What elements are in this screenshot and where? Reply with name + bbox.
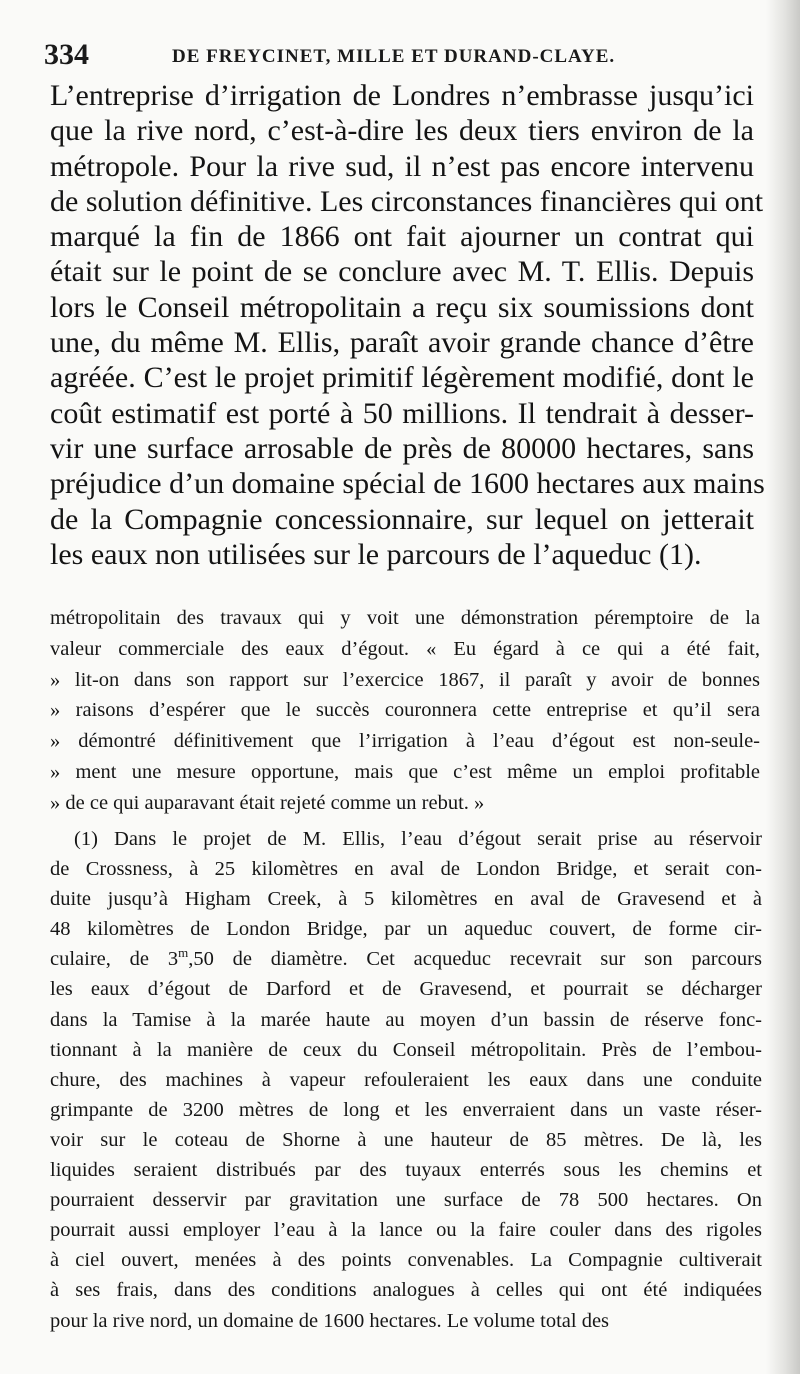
footnote-line: tionnant à la manière de ceux du Conseil métropolitain. Près de l’embou-	[50, 1038, 762, 1061]
main-line: marqué la fin de 1866 ont fait ajourner un contrat qui	[50, 220, 754, 254]
footnote-line: liquides seraient distribués par des tuyaux enterrés sous les chemins et	[50, 1159, 762, 1182]
main-line: préjudice d’un domaine spécial de 1600 hectares aux mains	[50, 467, 765, 501]
footnote-line: pourrait aussi employer l’eau à la lance ou la faire couler dans des rigoles	[50, 1219, 762, 1242]
footnote-line: les eaux d’égout de Darford et de Gravesend, et pourrait se décharger	[50, 978, 762, 1001]
footnote-line: pourraient desservir par gravitation une surface de 78 500 hectares. On	[50, 1189, 762, 1212]
note-line: » lit-on dans son rapport sur l’exercice 1867, il paraît y avoir de bonnes	[50, 668, 760, 691]
main-line: une, du même M. Ellis, paraît avoir grande chance d’être	[50, 326, 754, 360]
footnote-line: grimpante de 3200 mètres de long et les enverraient dans un vaste réser-	[50, 1098, 762, 1121]
note-line: » démontré définitivement que l’irrigation à l’eau d’égout est non-seule-	[50, 730, 760, 753]
footnote-line: à ciel ouvert, menées à des points convenables. La Compagnie cultiverait	[50, 1249, 762, 1272]
page-number: 334	[44, 38, 89, 71]
main-line: était sur le point de se conclure avec M. T. Ellis. Depuis	[50, 255, 754, 289]
footnote-line: voir sur le coteau de Shorne à une hauteur de 85 mètres. De là, les	[50, 1128, 762, 1151]
page-gutter-shadow	[766, 0, 800, 1374]
main-line: coût estimatif est porté à 50 millions. Il tendrait à desser-	[50, 396, 754, 430]
main-line: de solution définitive. Les circonstances financières qui ont	[50, 184, 764, 218]
main-paragraph	[50, 78, 765, 572]
continued-note	[50, 603, 760, 819]
footnote-line: duite jusqu’à Higham Creek, à 5 kilomètres en aval de Gravesend et à	[50, 888, 762, 911]
main-line: L’entreprise d’irrigation de Londres n’embrasse jusqu’ici	[50, 79, 754, 112]
footnote-line: culaire, de 3$^m$,50 de diamètre. Cet acqueduc recevrait sur son parcours	[50, 945, 762, 971]
main-line: les eaux non utilisées sur le parcours de l’aqueduc (1).	[50, 537, 702, 571]
note-line: » de ce qui auparavant était rejeté comme un rebut. »	[50, 791, 485, 814]
note-line: valeur commerciale des eaux d’égout. « Eu égard à ce qui a été fait,	[50, 637, 760, 660]
footnote-line: dans la Tamise à la marée haute au moyen d’un bassin de réserve fonc-	[50, 1008, 762, 1031]
running-title: DE FREYCINET, MILLE ET DURAND-CLAYE.	[172, 46, 616, 67]
footnote-line: chure, des machines à vapeur refouleraient les eaux dans une conduite	[50, 1068, 762, 1091]
main-line: vir une surface arrosable de près de 80000 hectares, sans	[50, 431, 754, 465]
main-line: agréée. C’est le projet primitif légèrement modifié, dont le	[50, 361, 754, 395]
page-header	[44, 34, 744, 74]
footnote-line: de Crossness, à 25 kilomètres en aval de London Bridge, et serait con-	[50, 858, 762, 881]
footnote-line: pour la rive nord, un domaine de 1600 hectares. Le volume total des	[50, 1309, 610, 1332]
main-line: métropole. Pour la rive sud, il n’est pas encore intervenu	[50, 149, 754, 183]
footnote-line: (1) Dans le projet de M. Ellis, l’eau d’égout serait prise au réservoir	[74, 828, 762, 850]
unit-superscript: m	[178, 945, 189, 961]
main-line: de la Compagnie concessionnaire, sur lequel on jetterait	[50, 502, 754, 536]
main-line: lors le Conseil métropolitain a reçu six soumissions dont	[50, 290, 754, 324]
footnote	[50, 824, 762, 1336]
main-line: que la rive nord, c’est-à-dire les deux tiers environ de la	[50, 114, 754, 148]
note-line: métropolitain des travaux qui y voit une démonstration péremptoire de la	[50, 607, 760, 629]
footnote-line: 48 kilomètres de London Bridge, par un aqueduc couvert, de forme cir-	[50, 918, 762, 941]
note-line: » ment une mesure opportune, mais que c’est même un emploi profitable	[50, 760, 760, 783]
footnote-line: à ses frais, dans des conditions analogues à celles qui ont été indiquées	[50, 1279, 762, 1302]
note-line: » raisons d’espérer que le succès couronnera cette entreprise et qu’il sera	[50, 699, 760, 722]
